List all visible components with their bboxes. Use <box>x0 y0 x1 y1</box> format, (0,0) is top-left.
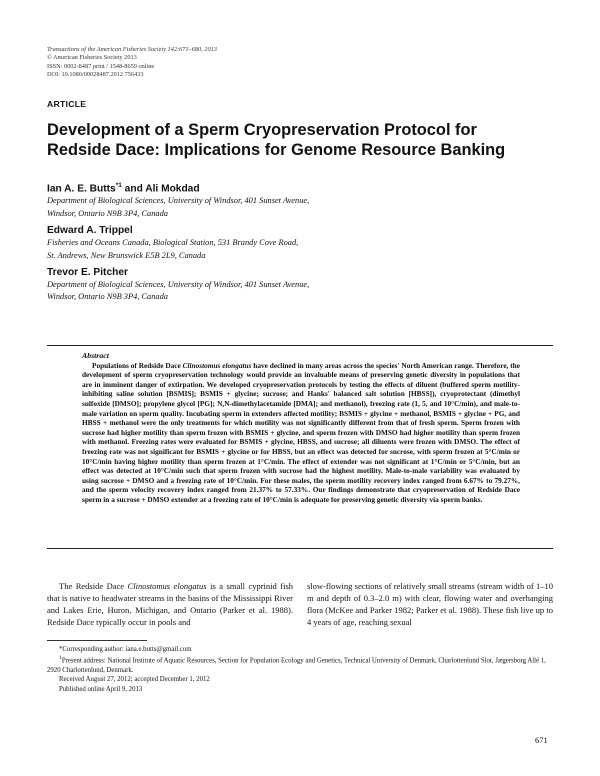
author-mark: *1 <box>115 182 122 189</box>
abstract-top-rule <box>47 345 553 346</box>
received-date: Received August 27, 2012; accepted December 1, 2012 <box>59 676 210 684</box>
issn-line: ISSN: 0002-8487 print / 1548-8659 online <box>47 62 155 70</box>
affiliation-line: Department of Biological Sciences, University of Windsor, 401 Sunset Avenue, <box>47 196 310 206</box>
affiliation-line: St. Andrews, New Brunswick E5B 2L9, Canada <box>47 250 206 260</box>
published-date: Published online April 9, 2013 <box>59 685 143 693</box>
author-block-2 <box>47 224 547 262</box>
species-name: Clinostomus elongatus <box>182 360 252 370</box>
author-list <box>47 179 547 308</box>
journal-metadata <box>47 46 217 80</box>
author-block-1 <box>47 179 547 220</box>
title-line-2: Redside Dace: Implications for Genome Resource Banking <box>47 140 506 159</box>
present-address: $^1$Present address: National Institute of Aquatic Resources, Section for Population Ecology and Genetics, Technical University of Denmark, Charlottenlund Slot, Jægersborg Allé 1, 2920 Charlottenlund, Denmark. <box>47 655 546 675</box>
footnotes <box>47 645 557 694</box>
author-name-rest: and Ali Mokdad <box>121 183 200 195</box>
author-block-3 <box>47 266 547 304</box>
author-name: Trevor E. Pitcher <box>47 267 128 279</box>
author-name: Ian A. E. Butts <box>47 183 116 195</box>
affiliation-line: Windsor, Ontario N9B 3P4, Canada <box>47 292 168 302</box>
abstract-body: Populations of Redside Dace Clinostomus elongatus have declined in many areas across the species' North American range. Therefore, the development of sperm cryopreservation technology would provide an invaluable means of preserving genetic diversity in populations that are in imminent danger of extirpation. We developed cryopreservation protocols by testing the effects of diluent (buffered sperm motility-inhibiting saline solution [BSMIS]; BSMIS + glycine; sucrose; and Hanks' balanced salt solution [HBSS]), cryoprotectant (dimethyl sulfoxide [DMSO]; propylene glycol [PG]; N,N-dimethylacetamide [DMA]; and methanol), freezing rate (1, 5, and 10°C/min), and male-to-male variation on sperm quality. Incubating sperm in extenders affected motility; BSMIS + glycine + methanol, BSMIS + glycine + PG, and HBSS + methanol were the only treatments for which motility was not significantly different from that of fresh sperm. Sperm frozen with sucrose had higher motility than sperm frozen with BSMIS + glycine, and sperm frozen with DMSO had higher motility than sperm frozen with methanol. Freezing rates were evaluated for BSMIS + glycine, HBSS, and sucrose; all diluents were frozen with DMSO. The effect of freezing rate was not significant for BSMIS + glycine or for HBSS, but an effect was detected for sucrose, with sperm frozen at 5°C/min or 10°C/min having higher motility than sperm frozen at 1°C/min. The effect of extender was not significant at 1°C/min or 5°C/min, but an effect was detected at 10°C/min such that sperm frozen with sucrose had the highest motility. Male-to-male variability was evaluated by using sucrose + DMSO and a freezing rate of 10°C/min. For these males, the sperm motility recovery index ranged from 6.67% to 79.27%, and the sperm velocity recovery index ranged from 21.37% to 57.33%. Our findings demonstrate that cryopreservation of Redside Dace sperm in a sucrose + DMSO extender at a freezing rate of 10°C/min is adequate for preserving genetic diversity via sperm banks. <box>82 360 520 504</box>
affiliation-line: Windsor, Ontario N9B 3P4, Canada <box>47 208 168 218</box>
doi-line: DOI: 10.1080/00028487.2012.756433 <box>47 71 144 79</box>
body-column-2: slow-flowing sections of relatively small streams (stream width of 1–10 m and depth of 0.3–2.0 m) with clear, flowing water and overhanging flora (McKee and Parker 1982; Parker et al. 1988). These fish live up to 4 years of age, reaching sexual <box>307 581 553 627</box>
affiliation-line: Fisheries and Oceans Canada, Biological Station, 531 Brandy Cove Road, <box>47 238 299 248</box>
abstract <box>82 351 520 505</box>
corresponding-author: *Corresponding author: iana.e.butts@gmail.com <box>59 646 192 653</box>
section-label: ARTICLE <box>47 99 87 109</box>
abstract-heading: Abstract <box>82 351 109 360</box>
title-line-1: Development of a Sperm Cryopreservation Protocol for <box>47 121 477 139</box>
abstract-bottom-rule <box>47 548 553 549</box>
affiliation-line: Department of Biological Sciences, University of Windsor, 401 Sunset Avenue, <box>47 280 310 290</box>
article-title <box>47 121 567 160</box>
page-number: 671 <box>535 735 548 745</box>
footnote-rule <box>47 640 147 641</box>
species-name: Clinostomus elongatus <box>127 581 207 591</box>
journal-citation: Transactions of the American Fisheries Society 142:671–680, 2013 <box>47 46 217 53</box>
copyright-line: © American Fisheries Society 2013 <box>47 54 137 62</box>
body-column-1: The Redside Dace Clinostomus elongatus is a small cyprinid fish that is native to headwater streams in the basins of the Mississippi River and Lakes Erie, Huron, Michigan, and Ontario (Parker et al. 1988). Redside Dace typically occur in pools and <box>47 581 294 627</box>
author-name: Edward A. Trippel <box>47 225 133 237</box>
